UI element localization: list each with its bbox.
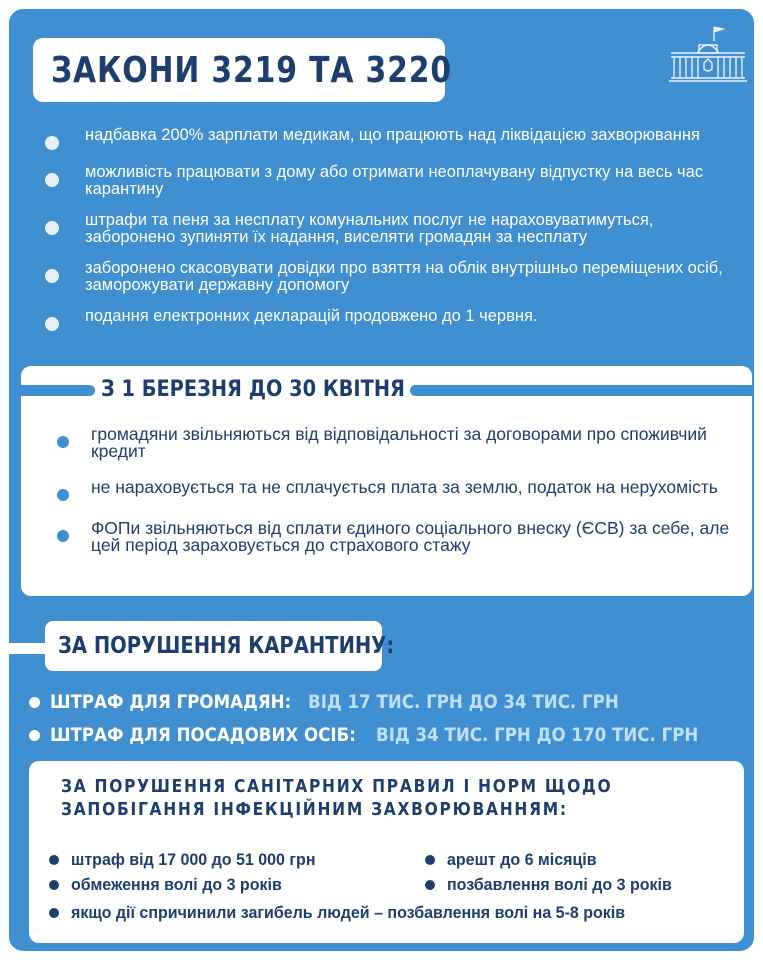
list-item: заборонено скасовувати довідки про взяття на облік внутрішньо переміщених осіб, заморожувати державну допомогу [45, 260, 745, 294]
list-item: якщо дії спричинили загибель людей – позбавлення волі на 5-8 років [49, 903, 642, 923]
infographic-frame [9, 9, 754, 951]
bullet-icon [49, 855, 59, 865]
list-item: громадяни звільняються від відповідальності за договорами про споживчий кредит [57, 426, 747, 460]
list-item: ФОПи звільняються від сплати єдиного соціального внеску (ЄСВ) за себе, але цей період зараховується до страхового стажу [57, 520, 747, 554]
period-panel [21, 366, 752, 596]
list-item: арешт до 6 місяців [425, 850, 601, 870]
title-banner [33, 38, 453, 102]
bullet-icon [45, 173, 59, 187]
laws-list [45, 127, 745, 345]
bullet-icon [49, 880, 59, 890]
fine-row: ШТРАФ ДЛЯ ПОСАДОВИХ ОСІБ: ВІД 34 ТИС. ГРН ДО 170 ТИС. ГРН [29, 723, 749, 747]
parliament-building-icon [669, 23, 747, 83]
page-title: ЗАКОНИ 3219 ТА 3220 [51, 49, 453, 91]
sanitary-panel [29, 761, 744, 943]
bullet-icon [425, 855, 435, 865]
bullet-icon [49, 908, 59, 918]
bullet-icon [45, 317, 59, 331]
list-item: позбавлення волі до 3 років [425, 875, 679, 895]
bullet-icon [29, 697, 40, 708]
bullet-icon [57, 436, 69, 448]
list-item: не нараховується та не сплачується плата за землю, податок на нерухомість [57, 479, 747, 501]
decorative-bar [410, 385, 752, 396]
quarantine-heading: ЗА ПОРУШЕННЯ КАРАНТИНУ: [45, 621, 382, 671]
bullet-icon [29, 730, 40, 741]
list-item: штрафи та пеня за несплату комунальних послуг не нараховуватимуться, заборонено зупиняти їх надання, виселяти громадян за несплату [45, 212, 745, 246]
bullet-icon [45, 269, 59, 283]
bullet-icon [45, 221, 59, 235]
fine-row: ШТРАФ ДЛЯ ГРОМАДЯН: ВІД 17 ТИС. ГРН ДО 34 ТИС. ГРН [29, 690, 749, 714]
period-heading: З 1 БЕРЕЗНЯ ДО 30 КВІТНЯ [101, 376, 405, 402]
bullet-icon [45, 136, 59, 150]
bullet-icon [57, 530, 69, 542]
list-item: обмеження волі до 3 років [49, 875, 288, 895]
sanitary-heading: ЗА ПОРУШЕННЯ САНІТАРНИХ ПРАВИЛ І НОРМ ЩОДО ЗАПОБІГАННЯ ІНФЕКЦІЙНИМ ЗАХВОРЮВАННЯМ: [61, 776, 613, 820]
period-list [57, 426, 747, 573]
decorative-bar [21, 385, 95, 396]
list-item: штраф від 17 000 до 51 000 грн [49, 850, 323, 870]
list-item: подання електронних декларацій продовжено до 1 червня. [45, 308, 745, 331]
bullet-icon [57, 489, 69, 501]
list-item: надбавка 200% зарплати медикам, що працюють над ліквідацією захворювання [45, 127, 745, 150]
bullet-icon [425, 880, 435, 890]
quarantine-fines [29, 690, 749, 756]
list-item: можливість працювати з дому або отримати неоплачувану відпустку на весь час карантину [45, 164, 745, 198]
